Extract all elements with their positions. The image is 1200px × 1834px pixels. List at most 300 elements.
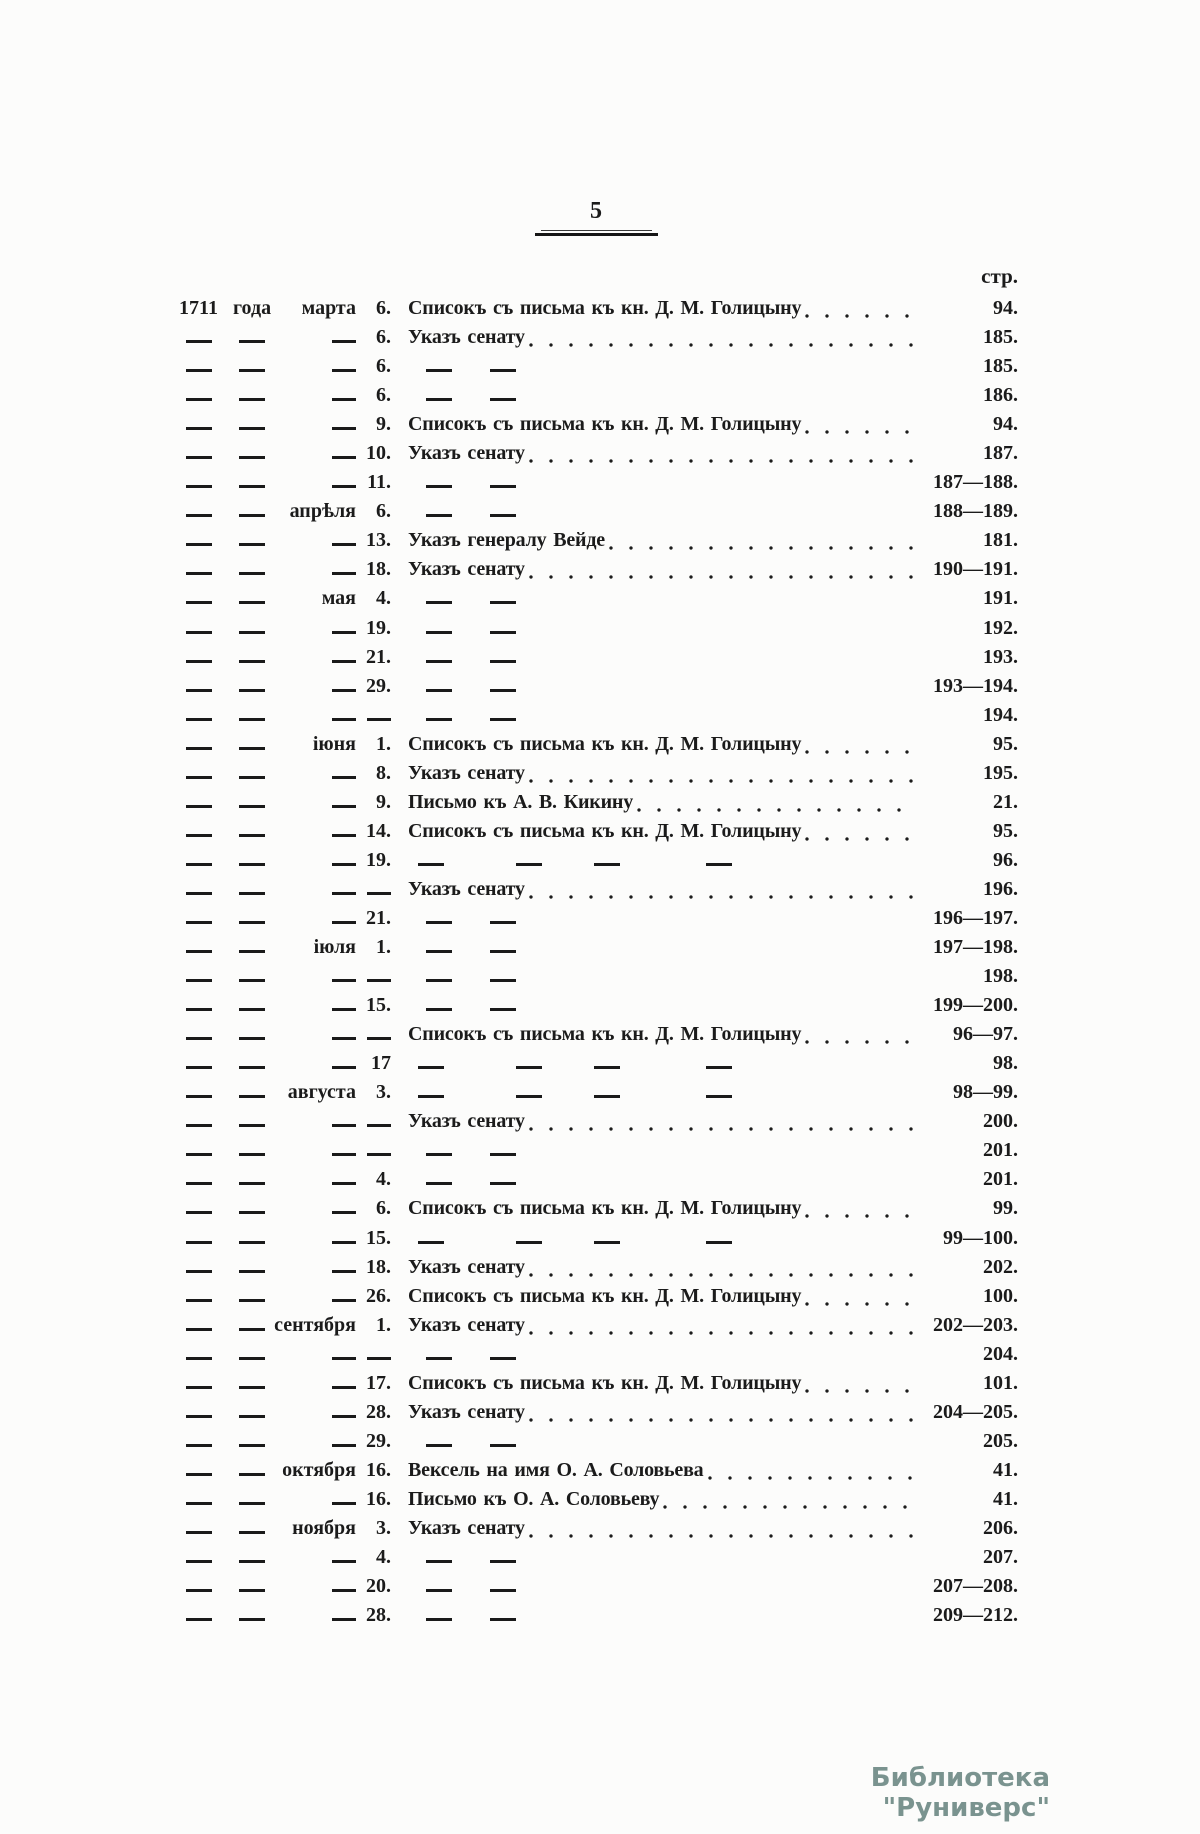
- dot-leader: [520, 979, 917, 987]
- day-cell: 1.: [376, 1313, 391, 1336]
- entry-title-text: Указъ сенату: [408, 1516, 525, 1539]
- ditto-dash: [332, 1124, 356, 1127]
- page-number-cell: 194.: [983, 703, 1018, 726]
- goda-cell: [228, 1560, 276, 1568]
- ditto-dash: [332, 1415, 356, 1418]
- ditto-dash: [239, 1211, 265, 1214]
- ditto-dash: [418, 1095, 444, 1098]
- goda-cell: [228, 514, 276, 522]
- month-cell: [276, 689, 356, 697]
- dot-leader: [736, 1241, 917, 1249]
- page-number-cell: 95.: [993, 819, 1018, 842]
- year-cell: [175, 863, 222, 871]
- ditto-dash: [426, 660, 452, 663]
- dot-leader: [520, 369, 917, 377]
- ditto-dash: [332, 1037, 356, 1040]
- ditto-dash: [490, 979, 516, 982]
- entry-title: [408, 921, 923, 929]
- ditto-dash: [239, 660, 265, 663]
- day-cell: 4.: [376, 587, 391, 610]
- ditto-dash: [426, 369, 452, 372]
- toc-row: [175, 294, 1018, 323]
- month-cell: августа: [287, 1081, 356, 1104]
- entry-title: [408, 817, 923, 846]
- month-cell: апрѣля: [289, 500, 356, 523]
- ditto-dash: [332, 369, 356, 372]
- ditto-dash: [426, 718, 452, 721]
- goda-cell: [228, 689, 276, 697]
- month-cell: [276, 892, 356, 900]
- ditto-dash: [332, 1560, 356, 1563]
- page-number-cell: 191.: [983, 587, 1018, 610]
- ditto-dash: [239, 1270, 265, 1273]
- ditto-dash: [239, 631, 265, 634]
- ditto-dash: [239, 1008, 265, 1011]
- entry-title-text: Письмо къ О. А. Соловьеву: [408, 1487, 660, 1510]
- ditto-dash: [516, 1241, 542, 1244]
- entry-title: [408, 1357, 923, 1365]
- ditto-dash: [490, 1618, 516, 1621]
- ditto-dash: [516, 1066, 542, 1069]
- year-cell: [175, 950, 222, 958]
- ditto-dash: [186, 1531, 212, 1534]
- ditto-dash: [239, 689, 265, 692]
- day-cell: 13.: [366, 529, 391, 552]
- entry-title: [408, 1444, 923, 1452]
- ditto-dash: [332, 427, 356, 430]
- ditto-dash: [186, 1211, 212, 1214]
- year-cell: [175, 805, 222, 813]
- ditto-dash: [426, 1618, 452, 1621]
- day-cell: 10.: [366, 442, 391, 465]
- entry-title: [408, 1282, 923, 1311]
- entry-title: [408, 1589, 923, 1597]
- ditto-dash: [490, 921, 516, 924]
- day-cell: 4.: [376, 1546, 391, 1569]
- year-cell: [175, 1211, 222, 1219]
- ditto-dash: [490, 398, 516, 401]
- year-cell: [175, 427, 222, 435]
- day-cell: 15.: [366, 1226, 391, 1249]
- toc-row: [175, 555, 1018, 584]
- month-cell: [276, 1299, 356, 1307]
- ditto-dash: [426, 921, 452, 924]
- ditto-dash: [367, 1124, 391, 1127]
- page-number-cell: 209—212.: [933, 1604, 1018, 1627]
- toc-row: [175, 1398, 1018, 1427]
- entry-title-text: Указъ сенату: [408, 1313, 525, 1336]
- page-number-cell: 204.: [983, 1342, 1018, 1365]
- ditto-dash: [332, 1008, 356, 1011]
- entry-title: [408, 1456, 923, 1485]
- day-cell: 15.: [366, 994, 391, 1017]
- entry-title: [408, 660, 923, 668]
- dot-leader: [529, 323, 917, 352]
- entry-title: [408, 1485, 923, 1514]
- goda-cell: [228, 979, 276, 987]
- page-number-cell: 206.: [983, 1516, 1018, 1539]
- ditto-dash: [239, 1589, 265, 1592]
- dot-leader: [520, 601, 917, 609]
- entry-title-text: Списокъ съ письма къ кн. Д. М. Голицыну: [408, 1197, 802, 1220]
- toc-row: [175, 1369, 1018, 1398]
- toc-row: [175, 497, 1018, 526]
- page-number-cell: 41.: [993, 1458, 1018, 1481]
- entry-title-text: Указъ сенату: [408, 326, 525, 349]
- dot-leader: [520, 1560, 917, 1568]
- toc-row: [175, 1543, 1018, 1572]
- ditto-dash: [239, 863, 265, 866]
- goda-cell: [228, 747, 276, 755]
- day-cell: 14.: [366, 819, 391, 842]
- entry-title: [408, 1194, 923, 1223]
- ditto-dash: [186, 805, 212, 808]
- dot-leader: [520, 1357, 917, 1365]
- entry-title: [408, 1066, 923, 1074]
- goda-cell: года: [232, 297, 272, 319]
- dot-leader: [520, 514, 917, 522]
- toc-row: [175, 933, 1018, 962]
- ditto-dash: [239, 776, 265, 779]
- toc-row: [175, 701, 1018, 730]
- ditto-dash: [239, 398, 265, 401]
- ditto-dash: [426, 631, 452, 634]
- ditto-dash: [239, 1241, 265, 1244]
- day-cell: 17.: [366, 1371, 391, 1394]
- year-cell: [175, 1270, 222, 1278]
- ditto-dash: [426, 1589, 452, 1592]
- dot-leader: [520, 1589, 917, 1597]
- toc-row: [175, 788, 1018, 817]
- page-folio-number: 5: [590, 198, 603, 224]
- dot-leader: [529, 759, 917, 788]
- day-cell: [356, 1124, 391, 1132]
- goda-cell: [228, 950, 276, 958]
- ditto-dash: [332, 805, 356, 808]
- ditto-dash: [186, 456, 212, 459]
- dot-leader: [805, 294, 917, 323]
- dot-leader: [736, 1066, 917, 1074]
- toc-row: [175, 410, 1018, 439]
- folio-rule-divider: [535, 233, 658, 236]
- ditto-dash: [490, 485, 516, 488]
- ditto-dash: [186, 1473, 212, 1476]
- year-cell: [175, 689, 222, 697]
- page-number-cell: 187.: [983, 442, 1018, 465]
- ditto-dash: [367, 1037, 391, 1040]
- day-cell: [356, 979, 391, 987]
- page-number-cell: 99.: [993, 1197, 1018, 1220]
- page-number-cell: 181.: [983, 529, 1018, 552]
- ditto-dash: [186, 1618, 212, 1621]
- year-cell: [175, 1241, 222, 1249]
- entry-title: [408, 788, 923, 817]
- month-cell: ноября: [292, 1516, 356, 1539]
- dot-leader: [708, 1456, 918, 1485]
- day-cell: 1.: [376, 732, 391, 755]
- goda-cell: [228, 1473, 276, 1481]
- ditto-dash: [239, 1357, 265, 1360]
- year-cell: [175, 892, 222, 900]
- ditto-dash: [332, 398, 356, 401]
- ditto-dash: [239, 892, 265, 895]
- toc-row: [175, 439, 1018, 468]
- month-cell: [276, 369, 356, 377]
- entry-title: [408, 601, 923, 609]
- ditto-dash: [186, 660, 212, 663]
- ditto-dash: [239, 1124, 265, 1127]
- dot-leader: [520, 398, 917, 406]
- ditto-dash: [490, 631, 516, 634]
- year-cell: [175, 514, 222, 522]
- entry-title: [408, 875, 923, 904]
- day-cell: 16.: [366, 1487, 391, 1510]
- year-cell: [175, 1415, 222, 1423]
- ditto-dash: [186, 1444, 212, 1447]
- ditto-dash: [490, 1357, 516, 1360]
- goda-cell: [228, 601, 276, 609]
- year-cell: [175, 1066, 222, 1074]
- day-cell: 6.: [376, 1197, 391, 1220]
- ditto-dash: [426, 1357, 452, 1360]
- ditto-dash: [186, 979, 212, 982]
- ditto-dash: [490, 514, 516, 517]
- entry-title: [408, 1095, 923, 1103]
- dot-leader: [609, 526, 917, 555]
- ditto-dash: [367, 1153, 391, 1156]
- ditto-dash: [426, 689, 452, 692]
- toc-row: [175, 1194, 1018, 1223]
- ditto-dash: [516, 863, 542, 866]
- ditto-dash: [332, 485, 356, 488]
- ditto-dash: [426, 601, 452, 604]
- day-cell: 19.: [366, 616, 391, 639]
- month-cell: [276, 1037, 356, 1045]
- toc-row: [175, 323, 1018, 352]
- entry-title-text: Указъ генералу Вейде: [408, 529, 605, 552]
- goda-cell: [228, 369, 276, 377]
- ditto-dash: [332, 543, 356, 546]
- year-cell: [175, 1328, 222, 1336]
- page-number-cell: 202.: [983, 1255, 1018, 1278]
- month-cell: [276, 718, 356, 726]
- ditto-dash: [186, 427, 212, 430]
- day-cell: 8.: [376, 761, 391, 784]
- year-cell: [175, 1357, 222, 1365]
- ditto-dash: [426, 1182, 452, 1185]
- day-cell: 29.: [366, 674, 391, 697]
- entry-title-text: Указъ сенату: [408, 761, 525, 784]
- entry-title-text: Списокъ съ письма къ кн. Д. М. Голицыну: [408, 732, 802, 755]
- entry-title: [408, 950, 923, 958]
- day-cell: [356, 718, 391, 726]
- toc-row: [175, 614, 1018, 643]
- entry-title: [408, 1107, 923, 1136]
- month-cell: [276, 456, 356, 464]
- entry-title: [408, 1241, 923, 1249]
- entry-title: [408, 1398, 923, 1427]
- ditto-dash: [706, 863, 732, 866]
- ditto-dash: [490, 660, 516, 663]
- library-watermark: Библиотека "Руниверс": [870, 1763, 1050, 1823]
- page-number-cell: 197—198.: [933, 936, 1018, 959]
- day-cell: 9.: [376, 413, 391, 436]
- page-number-cell: 190—191.: [933, 558, 1018, 581]
- dot-leader: [805, 410, 917, 439]
- ditto-dash: [332, 979, 356, 982]
- toc-row: [175, 352, 1018, 381]
- entry-title: [408, 410, 923, 439]
- goda-cell: [228, 1502, 276, 1510]
- ditto-dash: [186, 863, 212, 866]
- ditto-dash: [418, 1066, 444, 1069]
- year-cell: [175, 1444, 222, 1452]
- goda-cell: [228, 892, 276, 900]
- dot-leader: [520, 660, 917, 668]
- year-cell: [175, 1037, 222, 1045]
- dot-leader: [663, 1485, 917, 1514]
- ditto-dash: [239, 979, 265, 982]
- ditto-dash: [239, 805, 265, 808]
- toc-row: [175, 672, 1018, 701]
- ditto-dash: [490, 369, 516, 372]
- dot-leader: [529, 1398, 917, 1427]
- year-cell: [175, 1589, 222, 1597]
- month-cell: [276, 1444, 356, 1452]
- month-cell: [276, 1153, 356, 1161]
- ditto-dash: [186, 1270, 212, 1273]
- page-number-cell: 95.: [993, 732, 1018, 755]
- entry-title-text: Списокъ съ письма къ кн. Д. М. Голицыну: [408, 819, 802, 842]
- entry-title-text: Указъ сенату: [408, 558, 525, 581]
- ditto-dash: [239, 485, 265, 488]
- ditto-dash: [706, 1241, 732, 1244]
- entry-title: [408, 1182, 923, 1190]
- day-cell: 9.: [376, 790, 391, 813]
- goda-cell: [228, 834, 276, 842]
- ditto-dash: [239, 1037, 265, 1040]
- ditto-dash: [490, 1153, 516, 1156]
- month-cell: [276, 776, 356, 784]
- ditto-dash: [186, 398, 212, 401]
- year-cell: [175, 747, 222, 755]
- day-cell: 6.: [376, 326, 391, 349]
- dot-leader: [805, 817, 917, 846]
- dot-leader: [529, 1107, 917, 1136]
- dot-leader: [529, 1514, 917, 1543]
- toc-row: [175, 759, 1018, 788]
- day-cell: 16.: [366, 1458, 391, 1481]
- day-cell: 28.: [366, 1400, 391, 1423]
- ditto-dash: [490, 1560, 516, 1563]
- ditto-dash: [239, 1502, 265, 1505]
- ditto-dash: [367, 718, 391, 721]
- ditto-dash: [186, 1095, 212, 1098]
- month-cell: [276, 1386, 356, 1394]
- page-number-cell: 199—200.: [933, 994, 1018, 1017]
- month-cell: [276, 863, 356, 871]
- ditto-dash: [239, 1618, 265, 1621]
- year-cell: [175, 1560, 222, 1568]
- page-number-cell: 202—203.: [933, 1313, 1018, 1336]
- ditto-dash: [239, 427, 265, 430]
- page-number-cell: 201.: [983, 1168, 1018, 1191]
- goda-cell: [228, 572, 276, 580]
- entry-title: [408, 1560, 923, 1568]
- ditto-dash: [332, 660, 356, 663]
- toc-row: [175, 381, 1018, 410]
- day-cell: 18.: [366, 558, 391, 581]
- goda-cell: [228, 1182, 276, 1190]
- entry-title: [408, 979, 923, 987]
- ditto-dash: [706, 1095, 732, 1098]
- entry-title: [408, 1253, 923, 1282]
- dot-leader: [529, 875, 917, 904]
- ditto-dash: [186, 1328, 212, 1331]
- dot-leader: [520, 1008, 917, 1016]
- ditto-dash: [186, 1299, 212, 1302]
- ditto-dash: [186, 1415, 212, 1418]
- month-cell: [276, 1560, 356, 1568]
- ditto-dash: [186, 572, 212, 575]
- toc-table: [175, 294, 1018, 1630]
- month-cell: [276, 543, 356, 551]
- entry-title: [408, 863, 923, 871]
- day-cell: 26.: [366, 1284, 391, 1307]
- goda-cell: [228, 776, 276, 784]
- ditto-dash: [239, 601, 265, 604]
- page-number-cell: 185.: [983, 355, 1018, 378]
- ditto-dash: [239, 1444, 265, 1447]
- entry-title: [408, 439, 923, 468]
- ditto-dash: [186, 1153, 212, 1156]
- dot-leader: [637, 788, 917, 817]
- ditto-dash: [332, 863, 356, 866]
- toc-row: [175, 1456, 1018, 1485]
- page-number-cell: 187—188.: [933, 471, 1018, 494]
- ditto-dash: [239, 1153, 265, 1156]
- entry-title: [408, 689, 923, 697]
- year-cell: [175, 1182, 222, 1190]
- ditto-dash: [186, 514, 212, 517]
- day-cell: 29.: [366, 1429, 391, 1452]
- entry-title-text: Указъ сенату: [408, 1400, 525, 1423]
- entry-title: [408, 718, 923, 726]
- year-cell: [175, 1386, 222, 1394]
- dot-leader: [736, 1095, 917, 1103]
- day-cell: 20.: [366, 1575, 391, 1598]
- month-cell: [276, 1357, 356, 1365]
- entry-title-text: Списокъ съ письма къ кн. Д. М. Голицыну: [408, 1023, 802, 1046]
- page-number-cell: 21.: [993, 790, 1018, 813]
- goda-cell: [228, 1618, 276, 1626]
- ditto-dash: [426, 1153, 452, 1156]
- ditto-dash: [332, 1270, 356, 1273]
- goda-cell: [228, 1066, 276, 1074]
- toc-row: [175, 1165, 1018, 1194]
- dot-leader: [520, 1444, 917, 1452]
- ditto-dash: [239, 1299, 265, 1302]
- entry-title: [408, 1514, 923, 1543]
- month-cell: [276, 340, 356, 348]
- goda-cell: [228, 398, 276, 406]
- ditto-dash: [426, 1008, 452, 1011]
- goda-cell: [228, 1270, 276, 1278]
- month-cell: [276, 572, 356, 580]
- ditto-dash: [186, 1502, 212, 1505]
- ditto-dash: [418, 1241, 444, 1244]
- ditto-dash: [186, 1124, 212, 1127]
